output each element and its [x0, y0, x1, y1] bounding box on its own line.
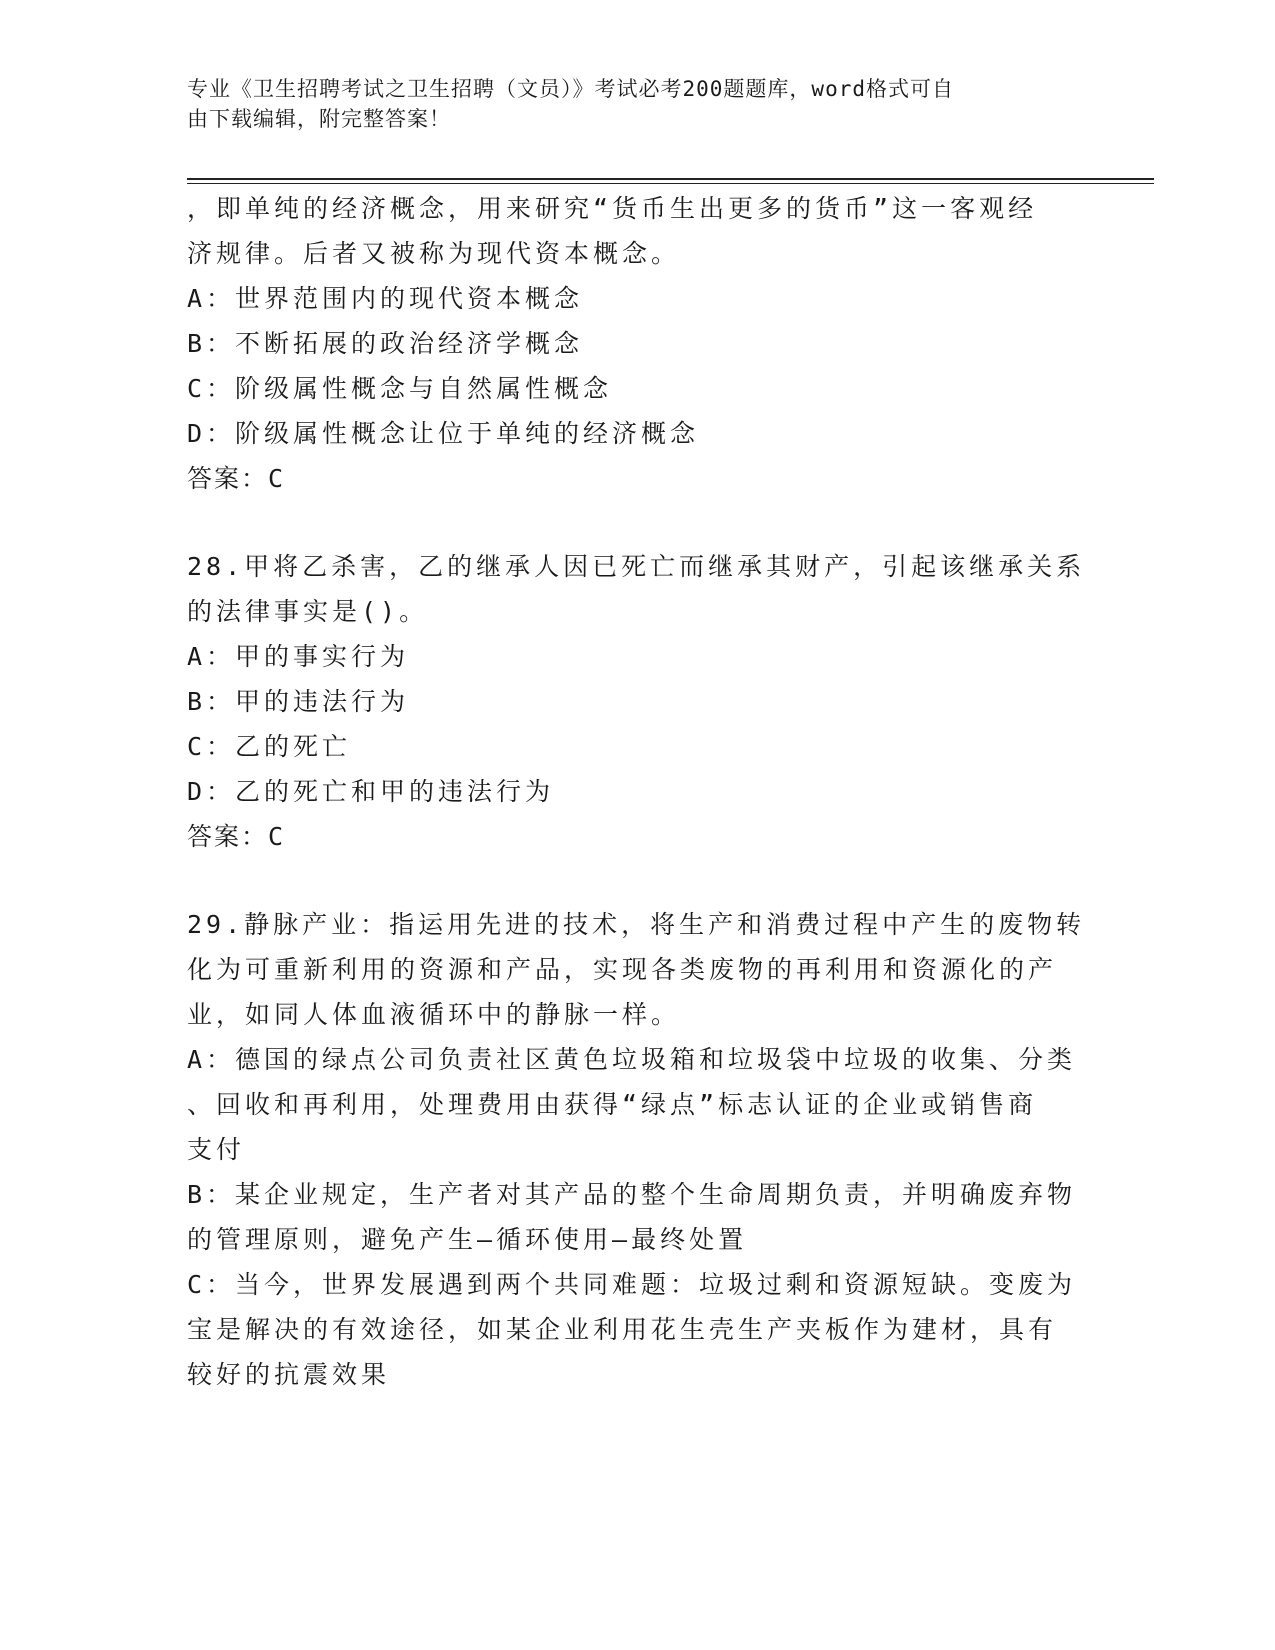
question-stem-line: 29.静脉产业：指运用先进的技术，将生产和消费过程中产生的废物转: [187, 910, 1086, 939]
option-c: C：阶级属性概念与自然属性概念: [187, 374, 613, 403]
option-c: C：乙的死亡: [187, 732, 352, 761]
option-c: C：当今，世界发展遇到两个共同难题：垃圾过剩和资源短缺。变废为: [187, 1270, 1077, 1299]
option-b: B：甲的违法行为: [187, 687, 410, 716]
option-b: B：不断拓展的政治经济学概念: [187, 329, 584, 358]
question-stem-line: 的法律事实是()。: [187, 597, 429, 626]
document-header: [187, 74, 1067, 134]
answer-line: 答案：C: [187, 822, 286, 851]
option-d: D：阶级属性概念让位于单纯的经济概念: [187, 419, 700, 448]
document-body: [187, 186, 1087, 1397]
option-c-continued: 宝是解决的有效途径，如某企业利用花生壳生产夹板作为建材，具有: [187, 1315, 1058, 1344]
option-a: A：甲的事实行为: [187, 642, 410, 671]
question-stem-line: ，即单纯的经济概念，用来研究“货币生出更多的货币”这一客观经: [187, 194, 1038, 223]
question-stem-line: 济规律。后者又被称为现代资本概念。: [187, 239, 681, 268]
question-28: [187, 544, 1087, 859]
question-stem-line: 业，如同人体血液循环中的静脉一样。: [187, 1000, 681, 1029]
option-a: A：世界范围内的现代资本概念: [187, 284, 584, 313]
option-a-continued: 支付: [187, 1135, 246, 1164]
question-stem-line: 化为可重新利用的资源和产品，实现各类废物的再利用和资源化的产: [187, 955, 1058, 984]
question-stem-line: 28.甲将乙杀害，乙的继承人因已死亡而继承其财产，引起该继承关系: [187, 552, 1086, 581]
question-27: [187, 186, 1087, 501]
option-d: D：乙的死亡和甲的违法行为: [187, 777, 555, 806]
header-title-line-1: 专业《卫生招聘考试之卫生招聘（文员）》考试必考200题题库，word格式可自: [187, 77, 954, 101]
header-title-line-2: 由下载编辑，附完整答案！: [187, 107, 451, 131]
option-b-continued: 的管理原则，避免产生—循环使用—最终处置: [187, 1225, 748, 1254]
question-spacer: [187, 501, 1087, 544]
question-spacer: [187, 859, 1087, 902]
option-c-continued: 较好的抗震效果: [187, 1360, 391, 1389]
option-a: A：德国的绿点公司负责社区黄色垃圾箱和垃圾袋中垃圾的收集、分类: [187, 1045, 1077, 1074]
option-a-continued: 、回收和再利用，处理费用由获得“绿点”标志认证的企业或销售商: [187, 1090, 1038, 1119]
option-b: B：某企业规定，生产者对其产品的整个生命周期负责，并明确废弃物: [187, 1180, 1077, 1209]
question-29: [187, 902, 1087, 1397]
header-divider: [187, 178, 1154, 184]
answer-line: 答案：C: [187, 464, 286, 493]
